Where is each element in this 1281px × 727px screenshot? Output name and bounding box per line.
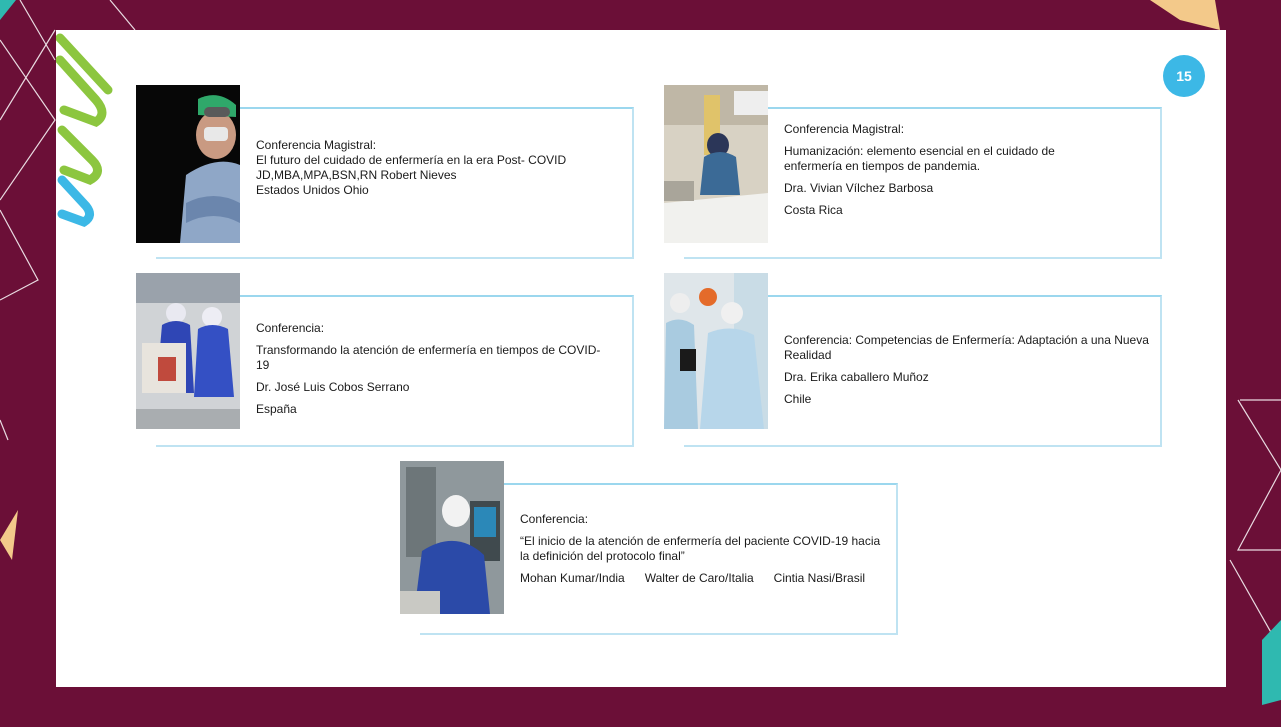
- card-title: Conferencia:: [256, 321, 325, 335]
- conference-card-3: [136, 273, 636, 448]
- card-subject: Humanización: elemento esencial en el cuidado de enfermería en tiempos de pandemia.: [784, 144, 1055, 173]
- card-line: Estados Unidos Ohio: [256, 183, 369, 197]
- card-speaker: Dra. Erika caballero Muñoz: [784, 370, 929, 384]
- card-country: Chile: [784, 392, 812, 406]
- card-text: [520, 512, 890, 586]
- green-stripes-decoration: [56, 30, 126, 230]
- card-title: Conferencia Magistral:: [256, 138, 377, 152]
- card-speaker: Dra. Vivian Vílchez Barbosa: [784, 181, 934, 195]
- nurse-at-monitor-photo: [400, 461, 504, 614]
- conference-card-4: [664, 273, 1164, 448]
- card-text: [784, 333, 1154, 414]
- card-speakers: Mohan Kumar/India Walter de Caro/Italia Cintia Nasi/Brasil: [520, 571, 866, 585]
- card-title: Conferencia: Competencias de Enfermería: Adaptación a una Nueva Realidad: [784, 333, 1149, 362]
- nurse-with-mask-photo: [136, 85, 240, 243]
- card-text: [256, 138, 626, 198]
- conference-card-2: [664, 85, 1164, 260]
- staff-in-gowns-photo: [136, 273, 240, 429]
- card-country: España: [256, 402, 297, 416]
- card-line: El futuro del cuidado de enfermería en la era Post- COVID: [256, 153, 567, 167]
- card-country: Costa Rica: [784, 203, 843, 217]
- conference-card-1: [136, 85, 636, 260]
- card-title: Conferencia Magistral:: [784, 122, 905, 136]
- card-text: [256, 321, 606, 424]
- icu-room-photo: [664, 85, 768, 243]
- team-in-ppe-photo: [664, 273, 768, 429]
- conference-card-5: [400, 461, 900, 636]
- card-title: Conferencia:: [520, 512, 589, 526]
- card-subject: “El inicio de la atención de enfermería del paciente COVID-19 hacia la definición del protocolo final”: [520, 534, 881, 563]
- page-number-badge: 15: [1163, 55, 1205, 97]
- card-speaker: Dr. José Luis Cobos Serrano: [256, 380, 410, 394]
- card-text: [784, 122, 1104, 225]
- card-line: JD,MBA,MPA,BSN,RN Robert Nieves: [256, 168, 457, 182]
- card-subject: Transformando la atención de enfermería en tiempos de COVID-19: [256, 343, 601, 372]
